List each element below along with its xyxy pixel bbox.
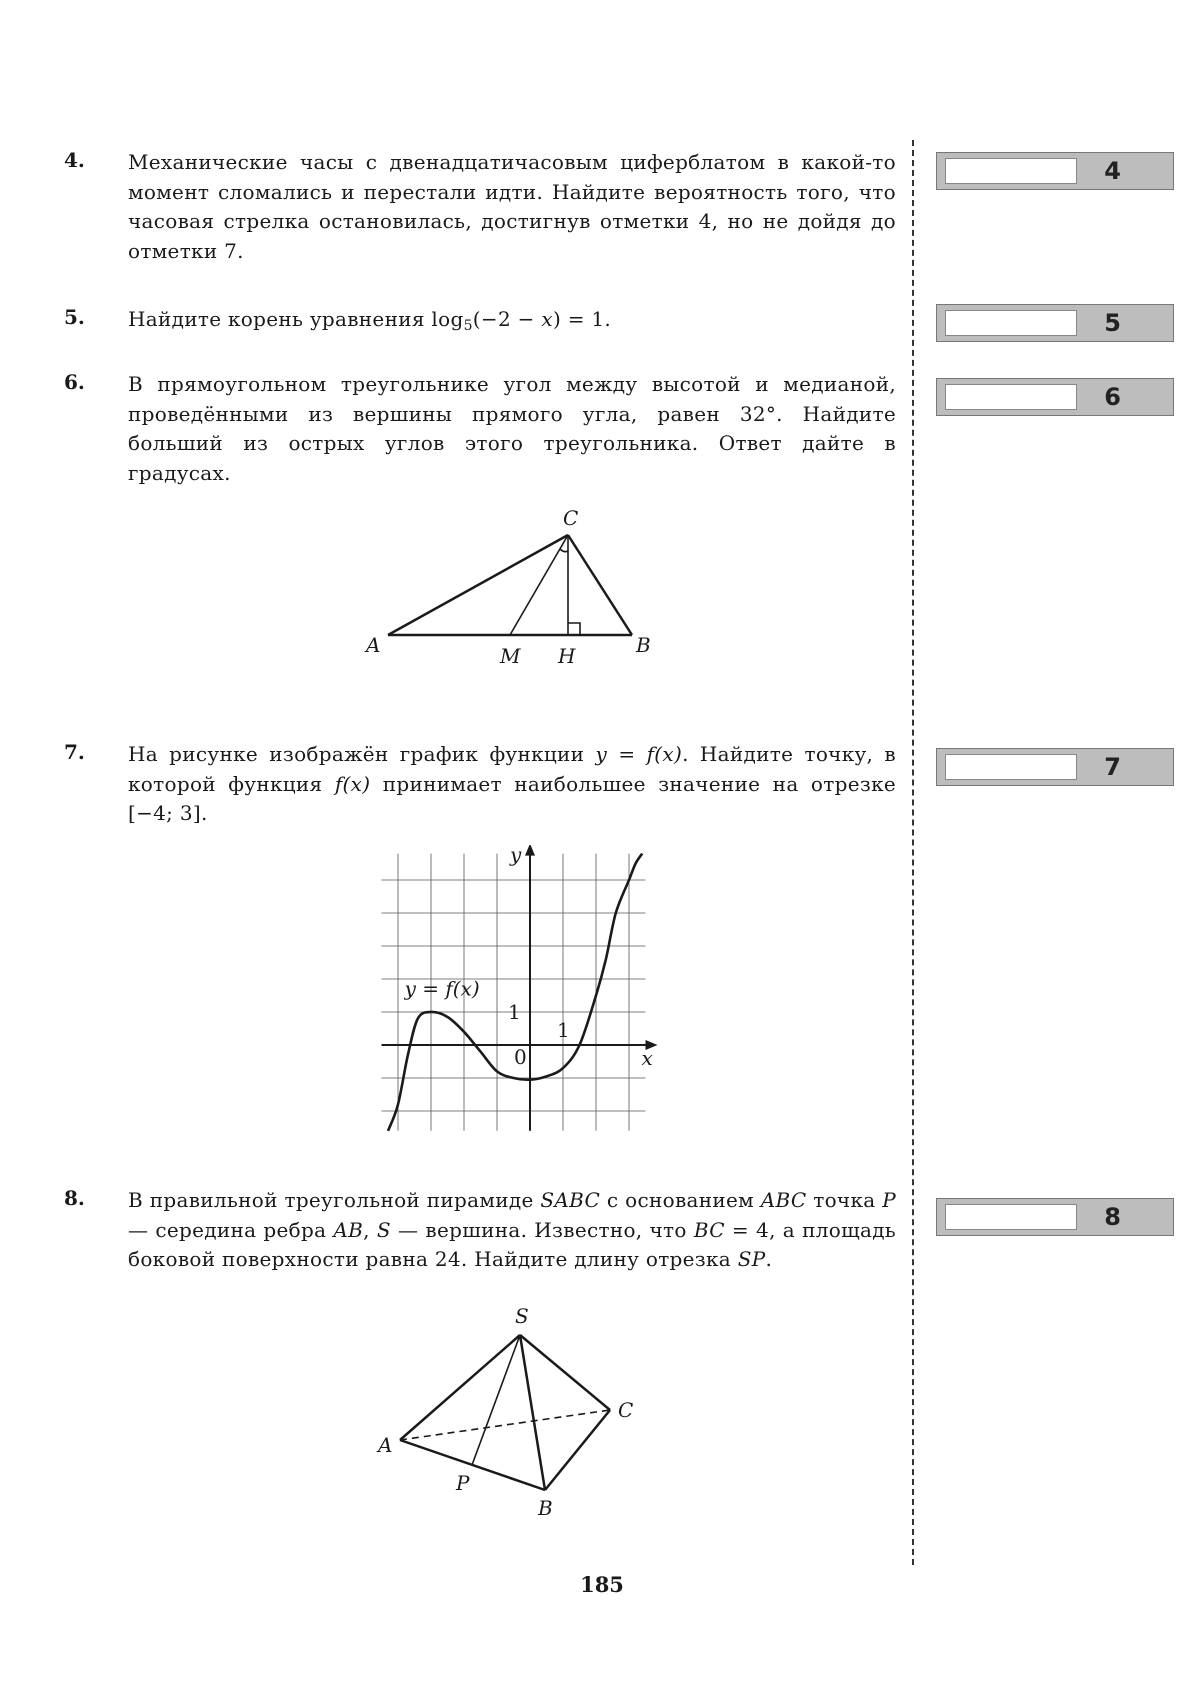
label-c: C [618,1398,634,1422]
pyramid-figure [370,1305,650,1525]
answer-label: 8 [1104,1203,1121,1231]
answer-label: 5 [1104,309,1121,337]
edge-sa [400,1335,520,1440]
problem-number: 5. [64,305,85,329]
label-h: H [558,644,576,668]
answer-input[interactable] [945,310,1077,336]
label-s: S [515,1305,529,1328]
problem-number: 7. [64,740,85,764]
function-graph [370,845,670,1145]
answer-label: 6 [1104,383,1121,411]
angle-arc [560,549,568,552]
problem-text: В правильной треугольной пирамиде SABC с основанием ABC точка P — середина ребра AB, S — вершина. Известно, что BC = 4, а площадь боковой поверхности равна 24. Найдите длину отрезка SP. [128,1188,897,1271]
answer-input[interactable] [945,754,1077,780]
answer-box-8[interactable] [936,1198,1174,1236]
label-b: B [538,1496,553,1520]
problem-number: 4. [64,148,85,172]
edge-ac-hidden [400,1410,610,1440]
label-m: M [500,644,521,668]
answer-input[interactable] [945,1204,1077,1230]
answer-input[interactable] [945,158,1077,184]
function-label: y = f(x) [404,976,480,1001]
problem-text: На рисунке изображён график функции y = f(x). Найдите точку, в которой функция f(x) принимает наибольшее значение на отрезке [−4; 3]. [128,742,897,825]
problem-text: Механические часы с двенадцатичасовым циферблатом в какой-то момент сломались и перестали идти. Найдите вероятность того, что часовая стрелка остановилась, достигнув отметки 4, но не дойдя до отметки 7. [128,150,896,263]
answer-column-separator [912,140,914,1565]
edge-sc [520,1335,610,1410]
y-axis-arrow [525,845,535,856]
answer-box-6[interactable] [936,378,1174,416]
side-ac [388,535,568,635]
y-tick-1: 1 [508,1000,521,1024]
answer-label: 7 [1104,753,1121,781]
problem-text: В прямоугольном треугольнике угол между высотой и медианой, проведёнными из вершины прямого угла, равен 32°. Найдите больший из острых углов этого треугольника. Ответ дайте в градусах. [128,372,896,485]
label-a: A [378,1433,393,1457]
label-p: P [456,1471,470,1495]
answer-box-7[interactable] [936,748,1174,786]
problem-text: Найдите корень уравнения $\log_5(-2 - x) = 1$. [128,307,612,334]
problem-number: 6. [64,370,85,394]
y-axis-label: y [510,845,522,867]
page-number: 185 [580,1572,624,1597]
label-c: C [563,506,579,530]
triangle-figure [360,505,660,675]
problem-number: 8. [64,1186,85,1210]
edge-sb [520,1335,545,1490]
origin-label: 0 [514,1045,527,1069]
answer-box-5[interactable] [936,304,1174,342]
edge-bc [545,1410,610,1490]
label-b: B [636,633,651,657]
answer-label: 4 [1104,157,1121,185]
answer-box-4[interactable] [936,152,1174,190]
answer-input[interactable] [945,384,1077,410]
right-angle-mark [568,623,580,635]
side-cb [568,535,632,635]
x-axis-label: x [641,1046,653,1070]
label-a: A [366,633,381,657]
x-tick-1: 1 [557,1018,570,1042]
